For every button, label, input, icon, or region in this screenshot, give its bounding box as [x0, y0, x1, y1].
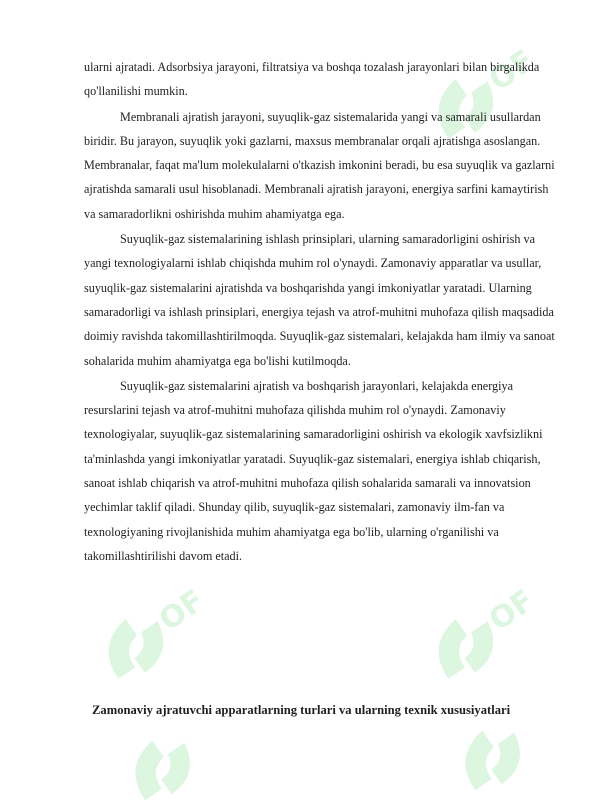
paragraph: Suyuqlik-gaz sistemalarini ajratish va boshqarish jarayonlari, kelajakda energiya resurslarini tejash va atrof-muhitni muhofaza qilishda muhim rol o'ynaydi. Zamonaviy texnologiyalar, suyuqlik-gaz sistemalarining samaradorligini oshirish va ekologik xavfsizlikni ta'minlashda yangi imkoniyatlar yaratadi. Suyuqlik-gaz sistemalari, energiya ishlab chiqarish, sanoat ishlab chiqarish va atrof-muhitni muhofaza qilish sohalarida samarali va innovatsion yechimlar taklif qiladi. Shunday qilib, suyuqlik-gaz sistemalari, zamonaviy ilm-fan va texnologiyaning rivojlanishida muhim ahamiyatga ega bo'lib, ularning o'rganilishi va takomillashtirilishi davom etadi. [84, 378, 543, 563]
watermark-logo-icon [80, 580, 230, 690]
section-heading: Zamonaviy ajratuvchi apparatlarning turlari va ularning texnik xususiyatlari [92, 703, 511, 717]
document-body [84, 55, 560, 568]
paragraph: Suyuqlik-gaz sistemalarining ishlash prinsiplari, ularning samaradorligini oshirish va yangi texnologiyalarni ishlab chiqishda muhim rol o'ynaydi. Zamonaviy apparatlar va usullar, suyuqlik-gaz sistemalarini ajratishda va boshqarishda yangi imkoniyatlar yaratadi. Ularning samaradorligi va ishlash prinsiplari, energiya tejash va atrof-muhitni muhofaza qilish maqsadida doimiy ravishda takomillashtirilmoqda. Suyuqlik-gaz sistemalari, kelajakda ham ilmiy va sanoat sohalarida muhim ahamiyatga ega bo'lishi kutilmoqda. [84, 232, 555, 368]
paragraph: Membranali ajratish jarayoni, suyuqlik-gaz sistemalarida yangi va samarali usullardan biridir. Bu jarayon, suyuqlik yoki gazlarni, maxsus membranalar orqali ajratishga asoslangan. Membranalar, faqat ma'lum molekulalarni o'tkazish imkonini beradi, bu esa suyuqlik va gazlarni ajratishda samarali usul hisoblanadi. Membranali ajratish jarayoni, energiya sarfini kamaytirish va samaradorlikni oshirishda muhim ahamiyatga ega. [84, 109, 555, 221]
svg-text:OF: OF [483, 583, 541, 639]
watermark-logo-icon [410, 580, 560, 690]
svg-text:OF: OF [483, 43, 541, 99]
svg-text:OF: OF [153, 583, 211, 639]
paragraph: ularni ajratadi. Adsorbsiya jarayoni, filtratsiya va boshqa tozalash jarayonlari bilan birgalikda qo'llanilishi mumkin. [84, 60, 540, 99]
